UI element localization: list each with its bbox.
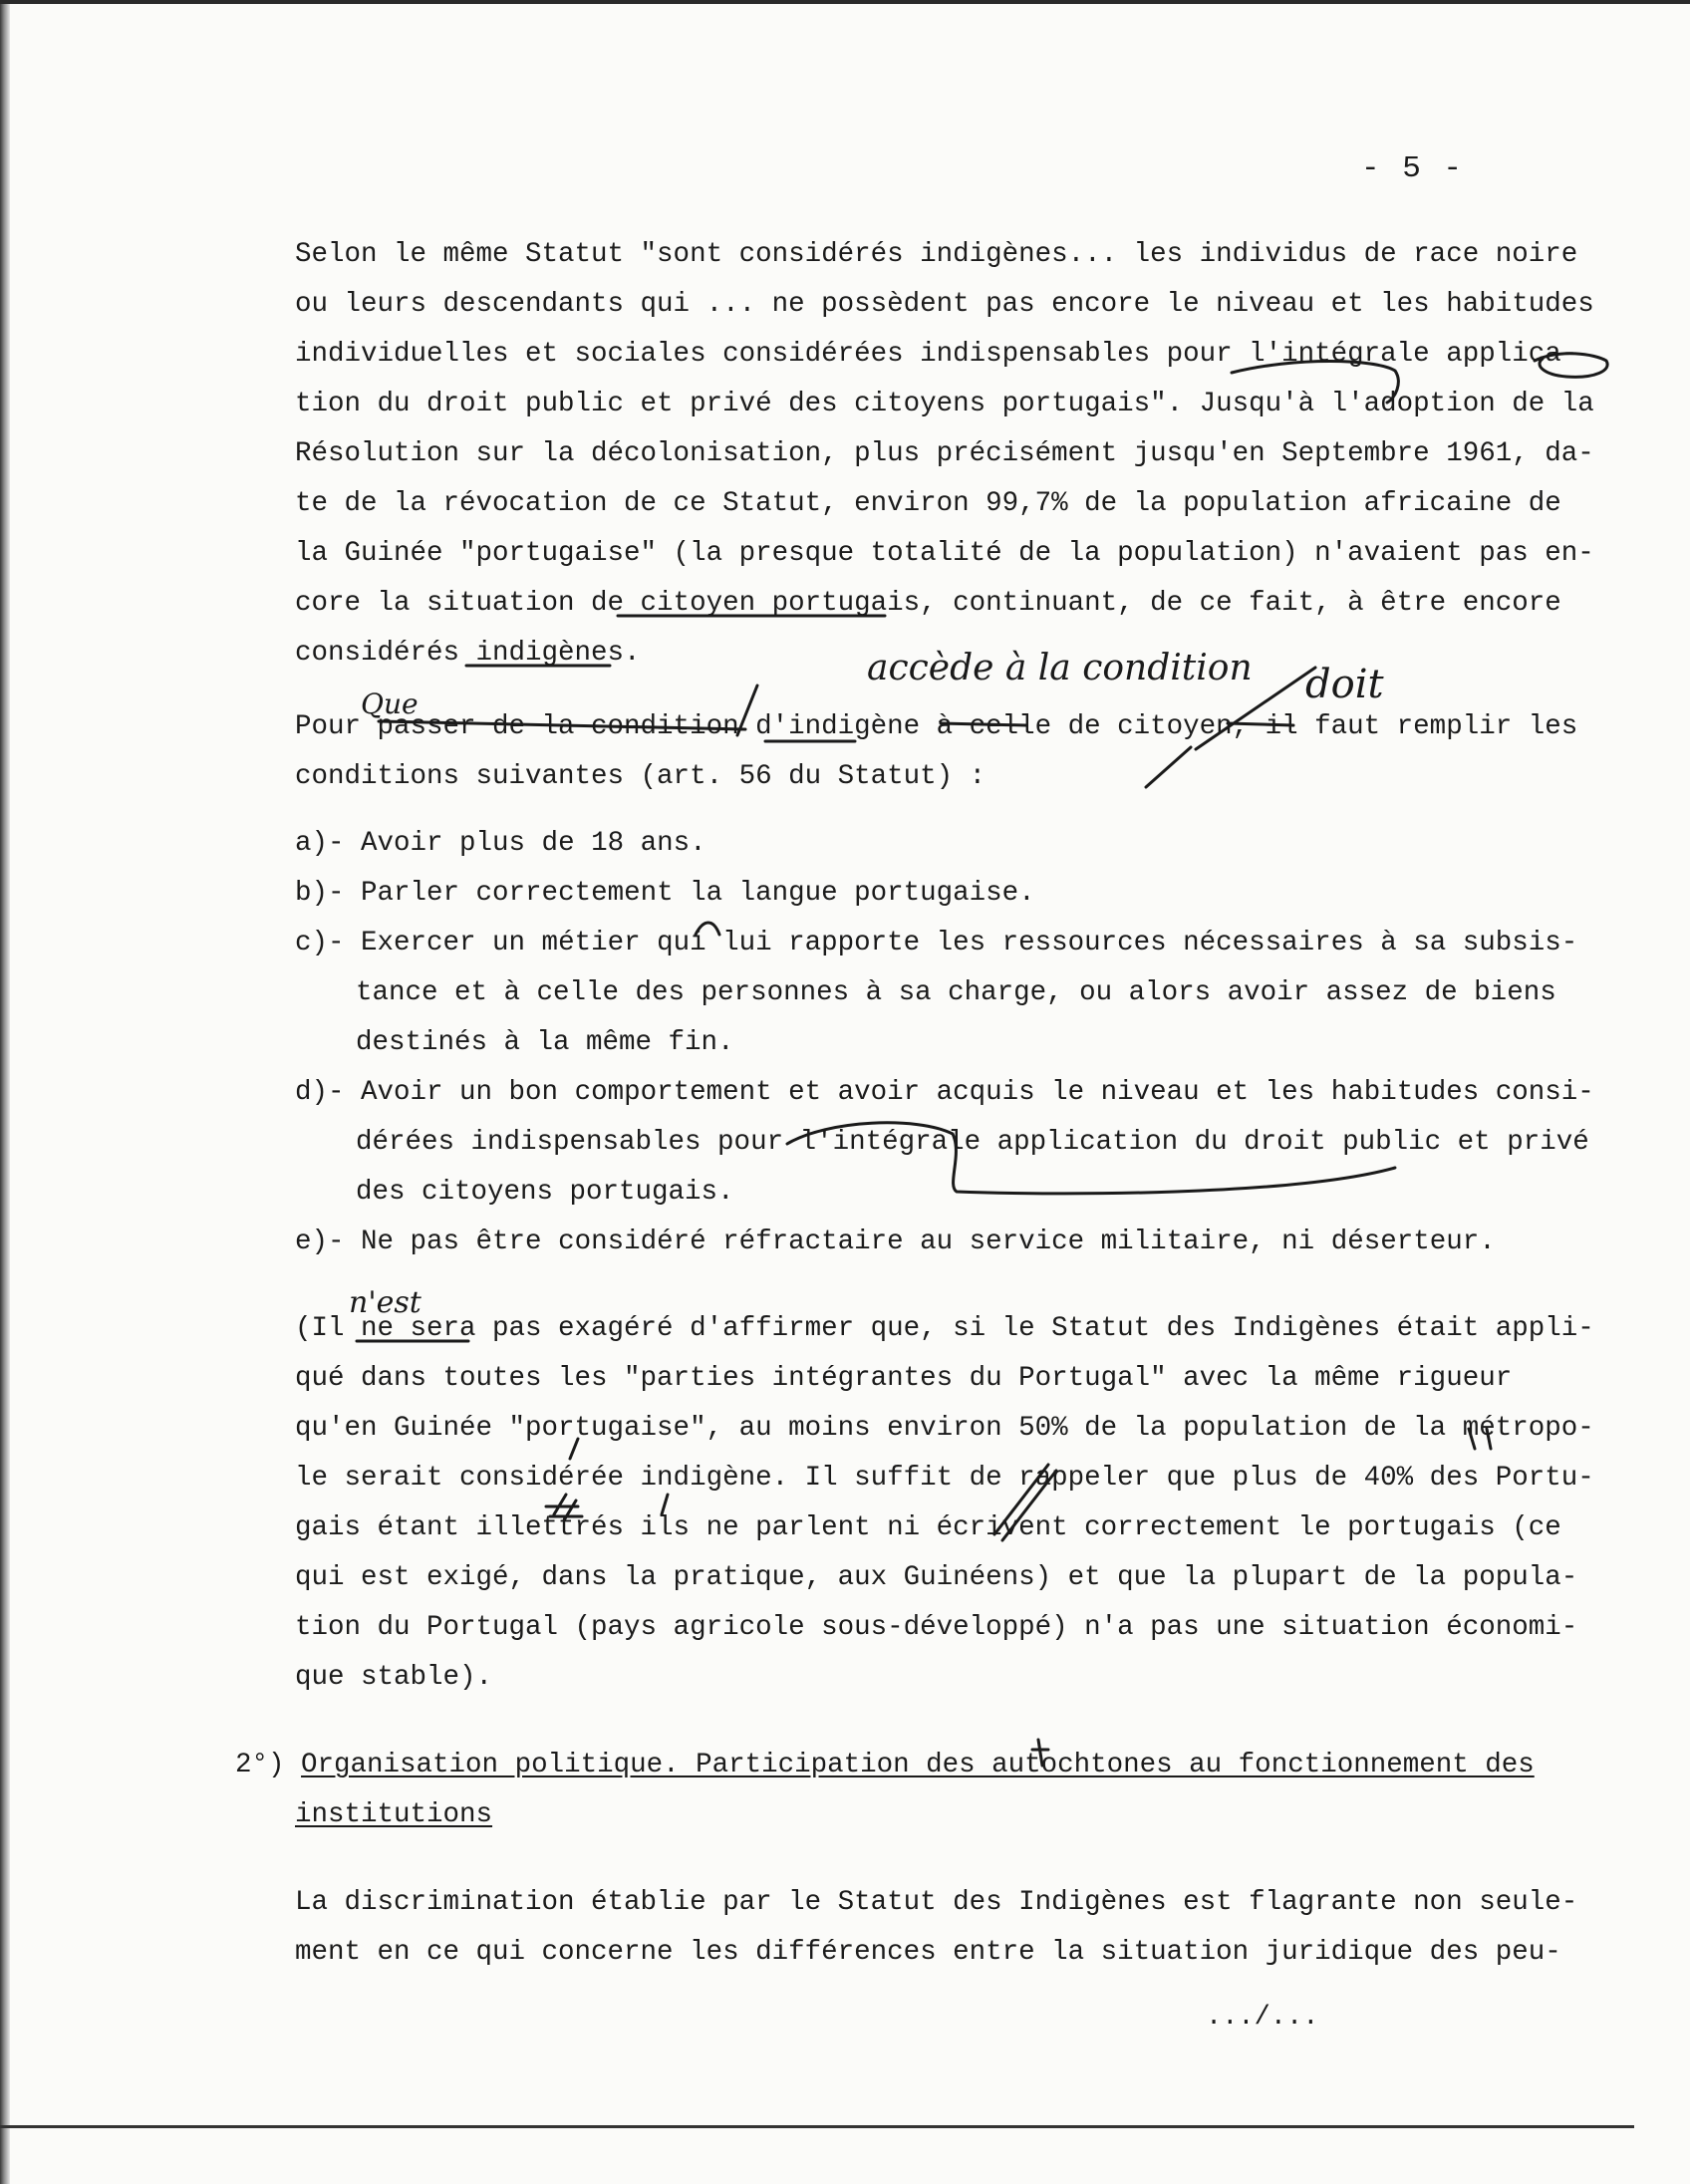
condition-marker: a)- — [295, 828, 345, 859]
condition-d-line-2: dérées indispensables pour l'intégrale application du droit public et privé — [356, 1127, 1589, 1158]
condition-d-line-3: des citoyens portugais. — [356, 1177, 734, 1208]
section-title-line-2: institutions — [295, 1799, 493, 1830]
scan-left-edge — [0, 0, 10, 2184]
p3-line-7: tion du Portugal (pays agricole sous-développé) n'a pas une situation économi- — [295, 1612, 1578, 1643]
p1-line-7: la Guinée "portugaise" (la presque totalité de la population) n'avaient pas en- — [295, 538, 1594, 569]
p4-line-2: ment en ce qui concerne les différences entre la situation juridique des peu- — [295, 1937, 1561, 1968]
section-title-line-1: Organisation politique. Participation des autochtones au fonctionnement des — [301, 1750, 1535, 1780]
page-number: - 5 - — [1361, 151, 1465, 186]
p1-line-4: tion du droit public et privé des citoyens portugais". Jusqu'à l'adoption de la — [295, 389, 1594, 419]
condition-marker: e)- — [295, 1227, 345, 1257]
p1-line-8: core la situation de citoyen portugais, continuant, de ce fait, à être encore — [295, 588, 1561, 619]
condition-marker: d)- — [295, 1077, 345, 1108]
condition-c — [295, 924, 1578, 963]
condition-b — [295, 874, 1531, 914]
p1-line-5: Résolution sur la décolonisation, plus précisément jusqu'en Septembre 1961, da- — [295, 438, 1594, 469]
condition-text: Avoir un bon comportement et avoir acquis le niveau et les habitudes consi- — [361, 1077, 1594, 1108]
handwritten-nest: n'est — [349, 1285, 422, 1320]
continuation-mark: .../... — [1206, 2003, 1319, 2033]
p1-line-3: individuelles et sociales considérées indispensables pour l'intégrale applica- — [295, 339, 1578, 370]
condition-c-line-3: destinés à la même fin. — [356, 1027, 734, 1058]
p2-line-1: Pour passer de la condition d'indigène à celle de citoyen, il faut remplir les — [295, 711, 1578, 742]
condition-text: Avoir plus de 18 ans. — [361, 828, 706, 859]
p3-line-3: qu'en Guinée "portugaise", au moins environ 50% de la population de la métropo- — [295, 1413, 1594, 1444]
section-title-line-2-wrap — [295, 1795, 1531, 1835]
condition-text: Exercer un métier qui lui rapporte les ressources nécessaires à sa subsis- — [361, 928, 1578, 958]
condition-e — [295, 1223, 1531, 1262]
condition-text: Parler correctement la langue portugaise. — [361, 878, 1035, 909]
p1-line-1: Selon le même Statut "sont considérés indigènes... les individus de race noire — [295, 239, 1578, 270]
handwritten-doit: doit — [1305, 662, 1384, 707]
p1-line-6: te de la révocation de ce Statut, environ 99,7% de la population africaine de — [295, 488, 1561, 519]
bottom-rule — [0, 2125, 1634, 2128]
condition-d — [295, 1073, 1594, 1113]
p3-line-6: qui est exigé, dans la pratique, aux Guinéens) et que la plupart de la popula- — [295, 1562, 1578, 1593]
section-heading — [235, 1746, 1535, 1785]
condition-a — [295, 824, 1531, 864]
p3-line-2: qué dans toutes les "parties intégrantes du Portugal" avec la même rigueur — [295, 1363, 1513, 1394]
condition-text: Ne pas être considéré réfractaire au service militaire, ni déserteur. — [361, 1227, 1496, 1257]
condition-marker: c)- — [295, 928, 345, 958]
p3-line-8: que stable). — [295, 1662, 493, 1693]
p3-line-1: (Il ne sera pas exagéré d'affirmer que, si le Statut des Indigènes était appli- — [295, 1313, 1594, 1344]
condition-marker: b)- — [295, 878, 345, 909]
p3-line-4: le serait considérée indigène. Il suffit de rappeler que plus de 40% des Portu- — [295, 1463, 1594, 1494]
p2-line-2: conditions suivantes (art. 56 du Statut) : — [295, 761, 986, 792]
condition-c-line-2: tance et à celle des personnes à sa charge, ou alors avoir assez de biens — [356, 977, 1556, 1008]
handwritten-accede: accède à la condition — [867, 648, 1253, 688]
p1-line-2: ou leurs descendants qui ... ne possèdent pas encore le niveau et les habitudes — [295, 289, 1594, 320]
scan-top-edge — [0, 0, 1690, 4]
p4-line-1: La discrimination établie par le Statut des Indigènes est flagrante non seule- — [295, 1887, 1578, 1918]
p1-line-9: considérés indigènes. — [295, 638, 641, 669]
section-number: 2°) — [235, 1750, 285, 1780]
p3-line-5: gais étant illettrés ils ne parlent ni écrivent correctement le portugais (ce — [295, 1512, 1561, 1543]
handwritten-que: Que — [361, 687, 419, 720]
